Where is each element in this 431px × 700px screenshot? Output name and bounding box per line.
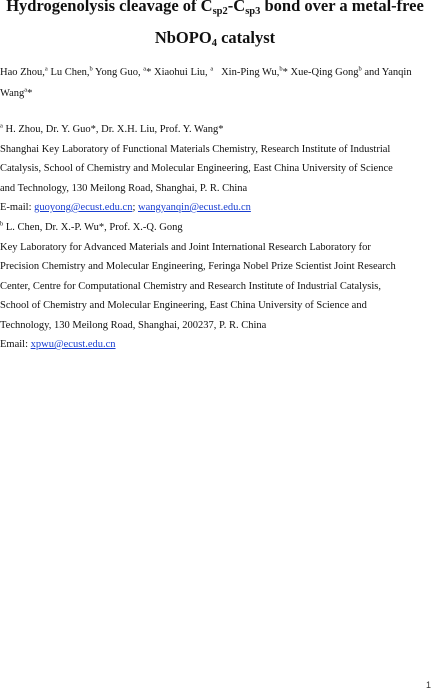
- affiliation-line: and Technology, 130 Meilong Road, Shanghai, P. R. China: [0, 182, 248, 194]
- paper-title-line-1: [0, 0, 430, 21]
- title-text: -C: [227, 0, 246, 15]
- affiliation-line: Shanghai Key Laboratory of Functional Materials Chemistry, Research Institute of Industrial: [0, 143, 391, 155]
- title-text: Hydrogenolysis cleavage of C: [6, 0, 213, 15]
- author-line-2: Wang$^a$*: [0, 86, 33, 99]
- affiliation-line: School of Chemistry and Molecular Engineering, East China University of Science and: [0, 300, 367, 311]
- affiliation-a: [0, 120, 430, 218]
- author-list: [0, 62, 430, 104]
- affiliation-b: [0, 218, 430, 355]
- affiliation-heading: $^a$ H. Zhou, Dr. Y. Guo*, Dr. X.H. Liu, Prof. Y. Wang*: [0, 122, 224, 135]
- email-link[interactable]: xpwu@ecust.edu.cn: [30, 339, 116, 350]
- affiliation-heading: $^b$ L. Chen, Dr. X.-P. Wu*, Prof. X.-Q. Gong: [0, 220, 183, 233]
- email-line: E-mail: guoyong@ecust.edu.cn; wangyanqin@ecust.edu.cn: [0, 202, 251, 213]
- author: * Xue-Qing Gong$^b$: [282, 65, 362, 78]
- page-number: 1: [426, 680, 431, 690]
- affiliation-line: Center, Centre for Computational Chemistry and Research Institute of Industrial Catalysis,: [0, 280, 381, 292]
- author: and Yanqin: [361, 67, 412, 78]
- affiliation-line: Precision Chemistry and Molecular Engineering, Feringa Nobel Prize Scientist Joint Research: [0, 261, 396, 272]
- email-line: Email: xpwu@ecust.edu.cn: [0, 339, 116, 350]
- author: Yong Guo, $^a$: [92, 65, 147, 78]
- title-subscript: sp2: [212, 6, 228, 17]
- affiliation-line: Catalysis, School of Chemistry and Molecular Engineering, East China University of Science: [0, 163, 393, 174]
- paper-title-line-2: [0, 26, 430, 53]
- author-line-1: [0, 62, 430, 83]
- title-text: bond over a metal-free: [260, 0, 424, 15]
- title-text: NbOPO: [154, 28, 212, 47]
- author: Hao Zhou,$^a$: [0, 65, 48, 78]
- title-subscript: sp3: [245, 6, 261, 17]
- affiliation-line: Technology, 130 Meilong Road, Shanghai, 200237, P. R. China: [0, 319, 267, 331]
- title-text: catalyst: [216, 28, 276, 47]
- title-subscript: 4: [211, 38, 217, 49]
- author: * Xiaohui Liu, $^a$: [146, 65, 214, 78]
- affiliation-line: Key Laboratory for Advanced Materials and Joint International Research Laboratory for: [0, 241, 371, 253]
- author: Lu Chen,$^b$: [47, 65, 93, 78]
- email-link[interactable]: wangyanqin@ecust.edu.cn: [138, 202, 251, 213]
- author: Xin-Ping Wu,$^b$: [213, 65, 283, 78]
- email-link[interactable]: guoyong@ecust.edu.cn: [34, 202, 133, 213]
